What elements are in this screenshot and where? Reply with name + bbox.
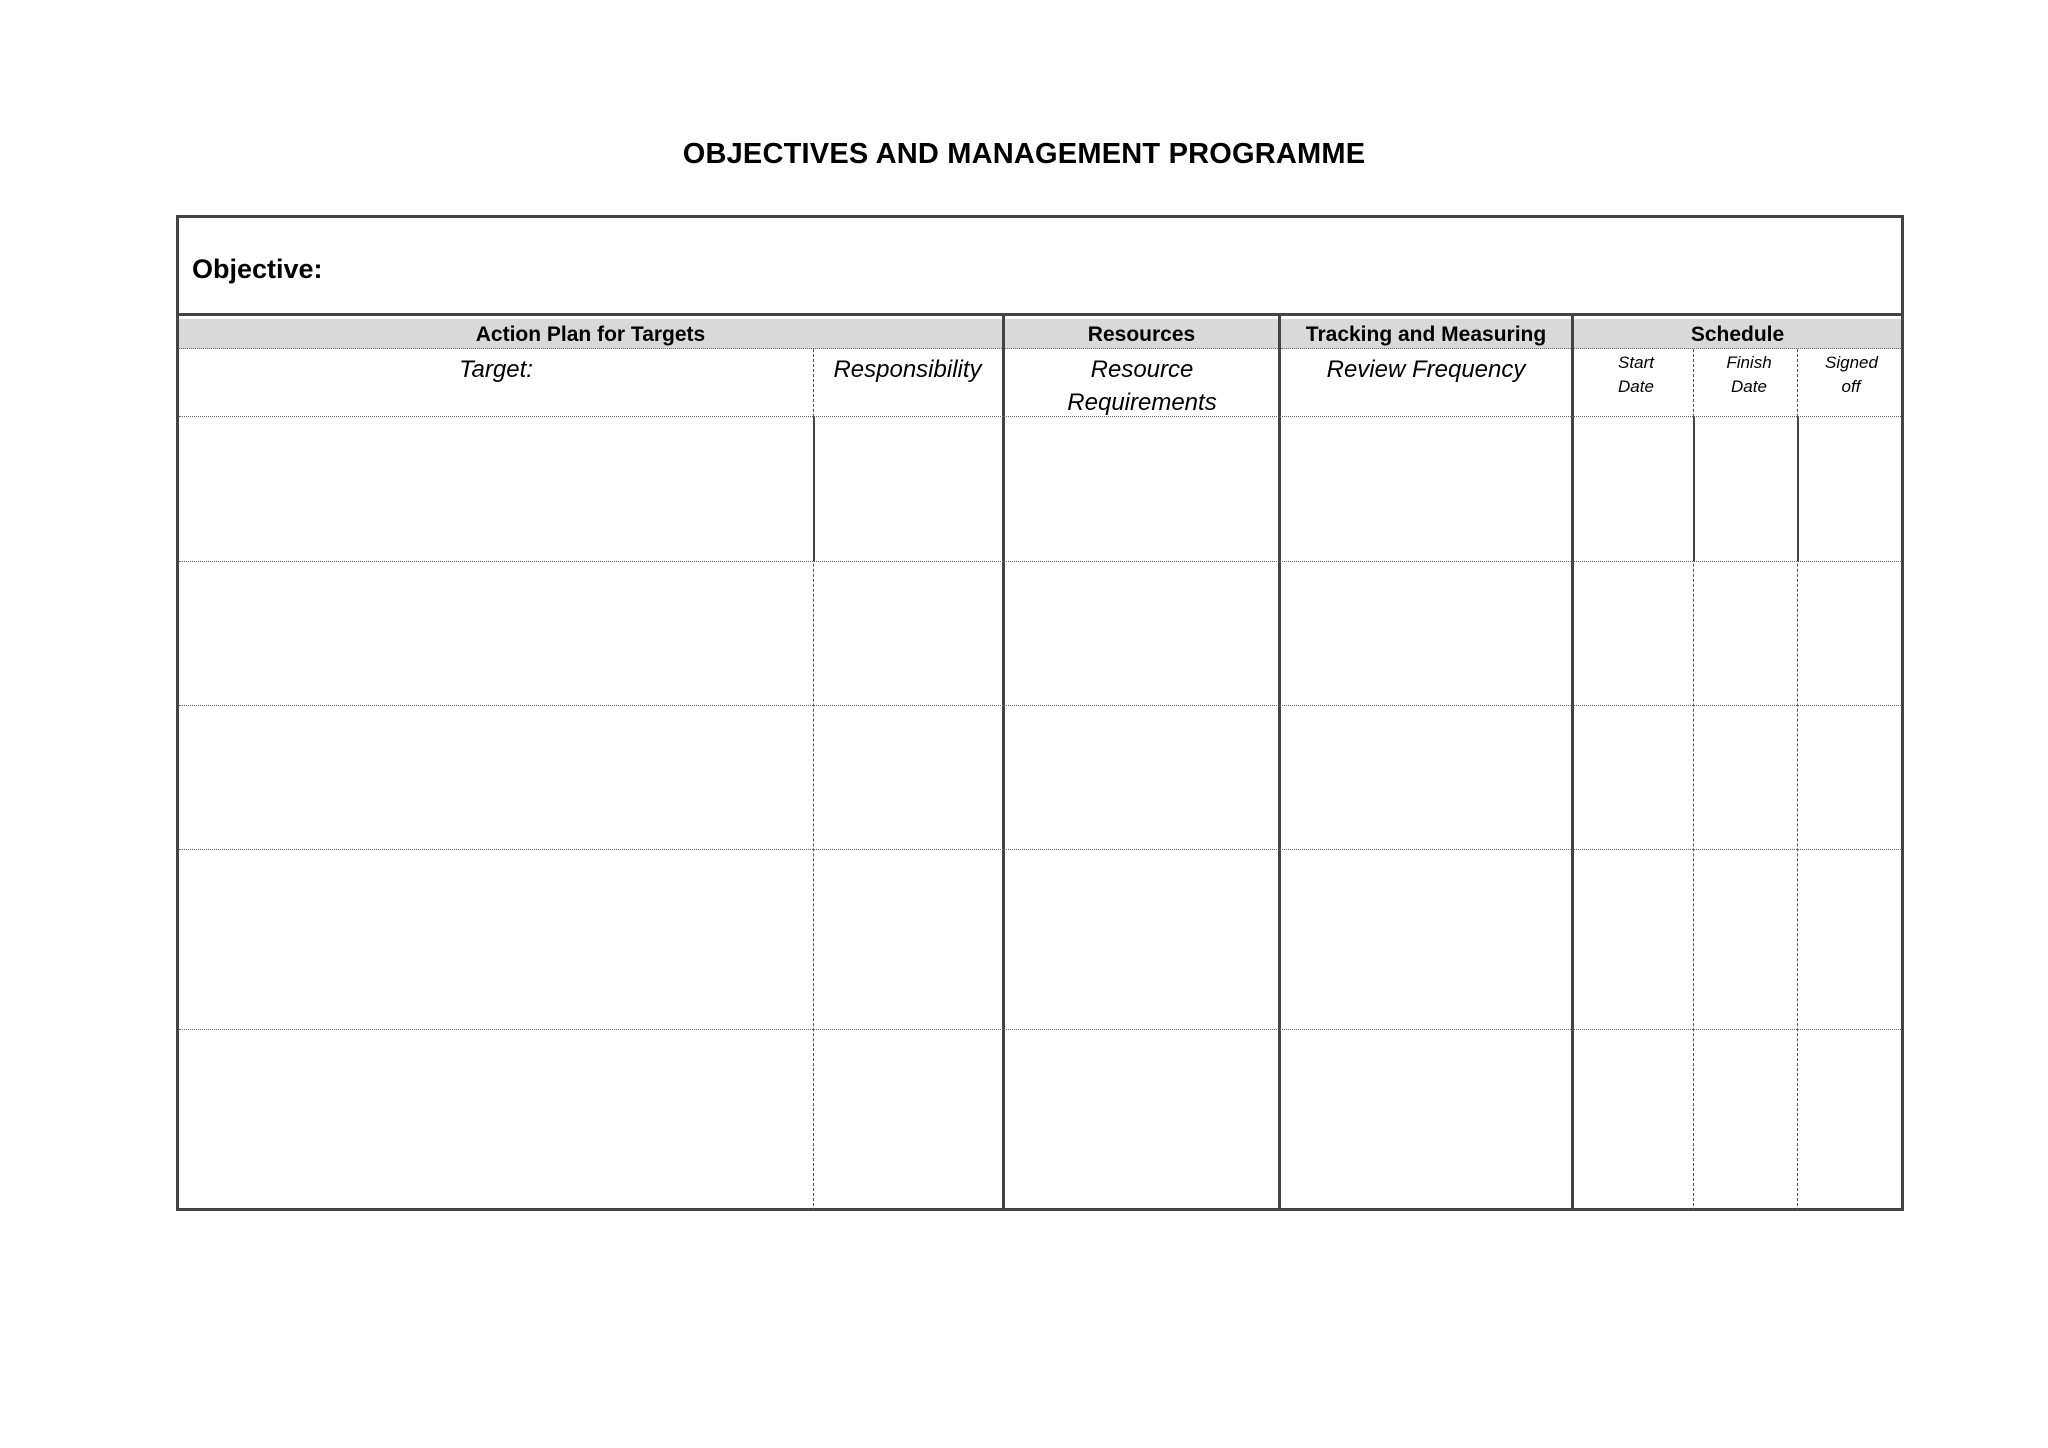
group-header-schedule: Schedule [1574, 319, 1901, 349]
row-divider [179, 416, 1901, 417]
divider-resources-tracking [1278, 316, 1281, 1211]
column-header-review-frequency: Review Frequency [1326, 356, 1526, 383]
group-header-action-plan: Action Plan for Targets [179, 319, 1002, 349]
column-header-responsibility: Responsibility [833, 356, 982, 383]
divider-tracking-schedule [1571, 316, 1574, 1211]
column-header-target: Target: [459, 356, 533, 383]
group-header-tracking: Tracking and Measuring [1281, 319, 1571, 349]
divider-row1-finish [1797, 416, 1799, 561]
objective-field[interactable] [179, 218, 1901, 316]
document-title: OBJECTIVES AND MANAGEMENT PROGRAMME [682, 138, 1366, 170]
divider-action-resources [1002, 316, 1005, 1211]
column-header-resource-requirements: Resource Requirements [1067, 356, 1217, 416]
column-header-start-date: Start Date [1618, 353, 1654, 396]
column-header-finish-date: Finish Date [1726, 353, 1772, 396]
objectives-form [176, 215, 1904, 1211]
row-divider [179, 561, 1901, 562]
row-divider [179, 849, 1901, 850]
group-header-resources: Resources [1005, 319, 1278, 349]
divider-row1-start [1693, 416, 1695, 561]
column-header-signed-off: Signed off [1825, 353, 1878, 396]
objective-label: Objective: [192, 254, 323, 284]
row-divider [179, 1029, 1901, 1030]
row-divider [179, 705, 1901, 706]
divider-row1-target [813, 416, 815, 561]
